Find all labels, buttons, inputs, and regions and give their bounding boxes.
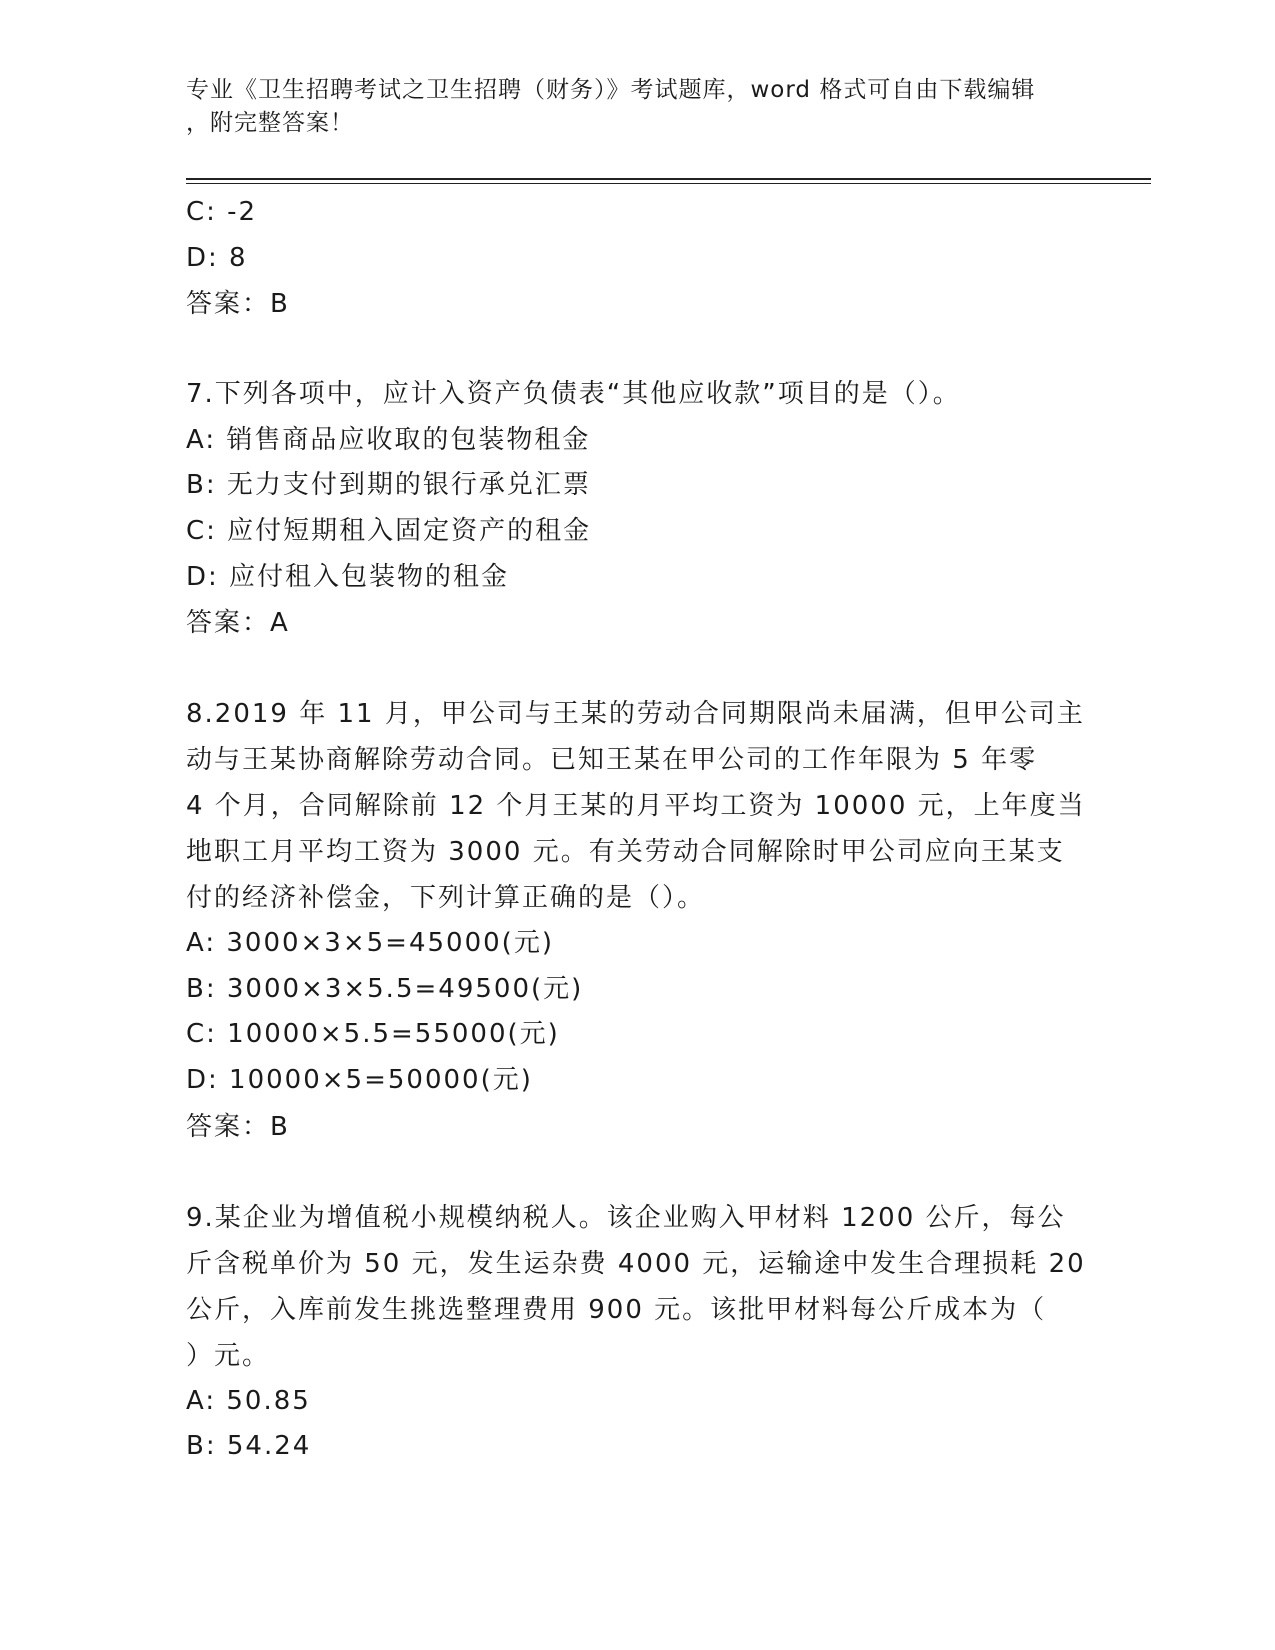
option-b: B: 无力支付到期的银行承兑汇票 bbox=[186, 470, 591, 501]
spacer bbox=[186, 1150, 1086, 1195]
question-list bbox=[186, 190, 1086, 1470]
option-c: C: 10000×5.5=55000(元) bbox=[186, 1019, 560, 1050]
option-a: A: 销售商品应收取的包装物租金 bbox=[186, 424, 591, 455]
spacer bbox=[186, 646, 1086, 691]
option-d: D: 8 bbox=[186, 242, 248, 273]
option-d: D: 10000×5=50000(元) bbox=[186, 1064, 533, 1095]
question-stem-line: 8.2019 年 11 月，甲公司与王某的劳动合同期限尚未届满，但甲公司主 bbox=[186, 699, 1085, 730]
header-line-2: ，附完整答案！ bbox=[186, 110, 354, 136]
question-stem-line: 斤含税单价为 50 元，发生运杂费 4000 元，运输途中发生合理损耗 20 bbox=[186, 1248, 1086, 1279]
option-d: D: 应付租入包装物的租金 bbox=[186, 561, 510, 592]
answer: 答案：B bbox=[186, 289, 290, 320]
question-stem: 7.下列各项中，应计入资产负债表“其他应收款”项目的是（）。 bbox=[186, 379, 961, 410]
option-c: C: 应付短期租入固定资产的租金 bbox=[186, 515, 592, 546]
question-6-tail bbox=[186, 190, 1086, 327]
option-a: A: 3000×3×5=45000(元) bbox=[186, 928, 554, 959]
header-rule-thin bbox=[186, 183, 1151, 184]
question-stem-line: 公斤，入库前发生挑选整理费用 900 元。该批甲材料每公斤成本为（ bbox=[186, 1294, 1047, 1325]
option-c: C: -2 bbox=[186, 197, 258, 227]
question-stem-line: 动与王某协商解除劳动合同。已知王某在甲公司的工作年限为 5 年零 bbox=[186, 745, 1038, 776]
document-header bbox=[186, 74, 1086, 140]
spacer bbox=[186, 327, 1086, 372]
question-9 bbox=[186, 1195, 1086, 1470]
header-rule-thick bbox=[186, 178, 1151, 180]
question-7 bbox=[186, 372, 1086, 646]
question-stem-line: ）元。 bbox=[186, 1340, 271, 1371]
header-line-1: 专业《卫生招聘考试之卫生招聘（财务）》考试题库，word 格式可自由下载编辑 bbox=[186, 77, 1036, 103]
question-stem-line: 付的经济补偿金，下列计算正确的是（）。 bbox=[186, 883, 706, 914]
answer: 答案：A bbox=[186, 608, 290, 639]
question-8 bbox=[186, 691, 1086, 1149]
answer: 答案：B bbox=[186, 1111, 290, 1142]
question-stem-line: 4 个月，合同解除前 12 个月王某的月平均工资为 10000 元，上年度当 bbox=[186, 791, 1086, 822]
question-stem-line: 9.某企业为增值税小规模纳税人。该企业购入甲材料 1200 公斤，每公 bbox=[186, 1202, 1066, 1233]
option-b: B: 54.24 bbox=[186, 1431, 312, 1462]
option-a: A: 50.85 bbox=[186, 1385, 311, 1416]
question-stem-line: 地职工月平均工资为 3000 元。有关劳动合同解除时甲公司应向王某支 bbox=[186, 837, 1065, 868]
option-b: B: 3000×3×5.5=49500(元) bbox=[186, 973, 584, 1004]
